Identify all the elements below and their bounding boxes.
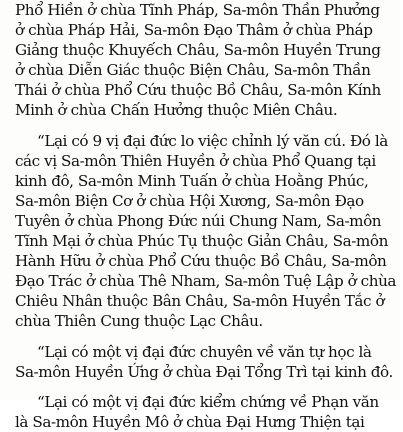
paragraph-4	[15, 392, 403, 432]
text-line: “Lại có một vị đại đức chuyên về văn tự học là	[37, 342, 372, 361]
text-line: chùa Thiên Cung thuộc Lạc Châu.	[15, 312, 263, 331]
text-line: Chiêu Nhân thuộc Bân Châu, Sa-môn Huyền Tắc ở	[15, 292, 385, 311]
paragraph-3	[15, 342, 403, 382]
text-line: Sa-môn Biện Cơ ở chùa Hội Xương, Sa-môn Đạo	[15, 191, 364, 210]
text-line: Giảng thuộc Khuyếch Châu, Sa-môn Huyền Trung	[15, 41, 381, 60]
text-line: “Lại có 9 vị đại đức lo việc chỉnh lý văn cú. Đó là	[37, 131, 388, 150]
text-line: ở chùa Diễn Giác thuộc Biện Châu, Sa-môn Thần	[15, 61, 371, 80]
paragraph-2	[15, 131, 403, 332]
text-line: “Lại có một vị đại đức kiểm chứng về Phạn văn	[37, 392, 379, 411]
text-line: Sa-môn Huyền Ứng ở chùa Đại Tổng Trì tại kinh đô.	[15, 362, 393, 381]
text-line: Thái ở chùa Phổ Cứu thuộc Bồ Châu, Sa-môn Kính	[15, 81, 381, 100]
text-line: kinh đô, Sa-môn Minh Tuấn ở chùa Hoằng Phúc,	[15, 171, 369, 190]
page-body-text	[15, 0, 403, 432]
text-line: ở chùa Pháp Hải, Sa-môn Đạo Thâm ở chùa Pháp	[15, 21, 373, 40]
text-line: là Sa-môn Huyền Mô ở chùa Đại Hưng Thiện tại	[15, 412, 365, 431]
paragraph-1	[15, 0, 403, 121]
text-line: Phổ Hiền ở chùa Tĩnh Pháp, Sa-môn Thần Phưởng	[15, 1, 380, 19]
text-line: các vị Sa-môn Thiên Huyền ở chùa Phổ Quang tại	[15, 151, 376, 170]
text-line: Hành Hữu ở chùa Phổ Cứu thuộc Bồ Châu, Sa-môn	[15, 252, 387, 271]
text-line: Đạo Trác ở chùa Thê Nham, Sa-môn Tuệ Lập ở chùa	[15, 272, 396, 291]
text-line: Tĩnh Mại ở chùa Phúc Tụ thuộc Giản Châu, Sa-môn	[15, 232, 388, 251]
text-line: Minh ở chùa Chấn Hưởng thuộc Miên Châu.	[15, 101, 338, 120]
text-line: Tuyên ở chùa Phong Đức núi Chung Nam, Sa-môn	[15, 211, 382, 230]
